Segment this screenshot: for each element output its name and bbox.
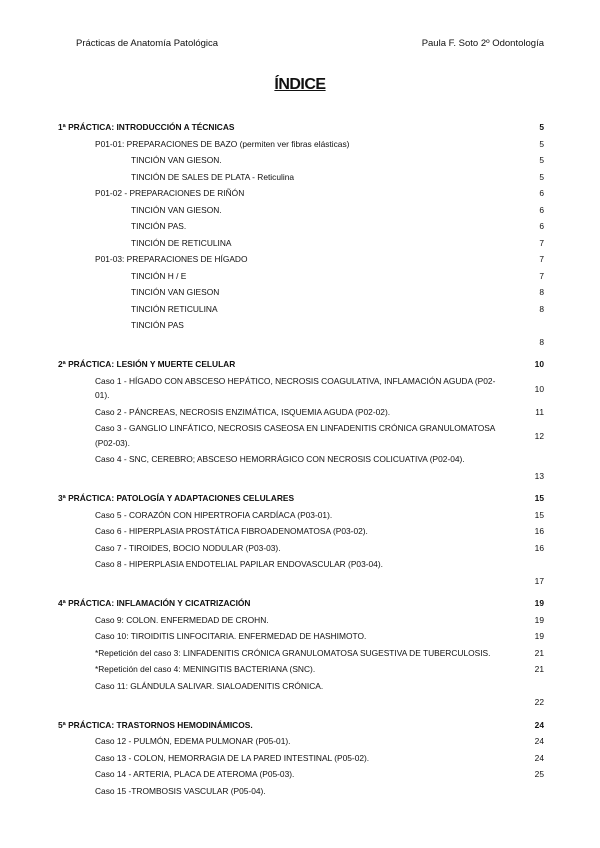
toc-page-number: 17 xyxy=(534,575,544,586)
toc-entry-row[interactable] xyxy=(58,373,544,404)
toc-section-row[interactable] xyxy=(58,595,544,612)
toc-entry-row[interactable] xyxy=(58,783,544,800)
toc-section-row[interactable] xyxy=(58,119,544,136)
toc-section-row[interactable] xyxy=(58,356,544,373)
toc-entry-title: *Repetición del caso 4: MENINGITIS BACTERIANA (SNC). xyxy=(95,664,316,674)
toc-entry-title: Caso 12 - PULMÓN, EDEMA PULMONAR (P05-01). xyxy=(95,736,291,746)
toc-entry-row[interactable] xyxy=(58,694,544,711)
toc-entry-row[interactable] xyxy=(58,218,544,235)
toc-entry-title: TINCIÓN PAS. xyxy=(131,221,187,231)
toc-entry-row[interactable] xyxy=(58,507,544,524)
toc-page-number: 13 xyxy=(534,470,544,481)
toc-section-title: 2ª PRÁCTICA: LESIÓN Y MUERTE CELULAR xyxy=(58,359,236,369)
toc-entry-row[interactable] xyxy=(58,628,544,645)
toc-page-number: 19 xyxy=(534,598,544,608)
toc-entry-title: Caso 6 - HIPERPLASIA PROSTÁTICA FIBROADENOMATOSA (P03-02). xyxy=(95,526,368,536)
toc-entry-row[interactable] xyxy=(58,451,544,468)
toc-page-number: 10 xyxy=(534,383,544,394)
toc-page-number: 7 xyxy=(539,237,544,248)
toc-page-number: 5 xyxy=(539,122,544,132)
toc-page-number: 12 xyxy=(534,431,544,441)
toc-page-number: 21 xyxy=(534,647,544,658)
toc-entry-title: TINCIÓN DE RETICULINA xyxy=(131,237,232,248)
toc-entry-title: TINCIÓN VAN GIESON xyxy=(131,287,220,297)
toc-entry-title: P01-01: PREPARACIONES DE BAZO (permiten ver fibras elásticas) xyxy=(95,138,350,149)
toc-entry-row[interactable] xyxy=(58,235,544,252)
toc-section-title: 1ª PRÁCTICA: INTRODUCCIÓN A TÉCNICAS xyxy=(58,122,235,132)
toc-entry-title: Caso 5 - CORAZÓN CON HIPERTROFIA CARDÍACA (P03-01). xyxy=(95,509,333,520)
toc-page-number: 16 xyxy=(534,526,544,536)
toc-entry-row[interactable] xyxy=(58,169,544,186)
toc-entry-row[interactable] xyxy=(58,766,544,783)
toc-section-row[interactable] xyxy=(58,490,544,507)
toc-section-title: 3ª PRÁCTICA: PATOLOGÍA Y ADAPTACIONES CELULARES xyxy=(58,493,295,503)
toc-entry-row[interactable] xyxy=(58,268,544,285)
toc-page-number: 6 xyxy=(539,204,544,215)
page-title: ÍNDICE xyxy=(274,76,326,93)
toc-page-number: 7 xyxy=(539,254,544,264)
toc-page-number: 24 xyxy=(534,719,544,730)
toc-entry-row[interactable] xyxy=(58,301,544,318)
toc-entry-title: Caso 15 -TROMBOSIS VASCULAR (P05-04). xyxy=(95,785,266,796)
header-left: Prácticas de Anatomía Patológica xyxy=(76,38,219,49)
toc-entry-title: Caso 14 - ARTERIA, PLACA DE ATEROMA (P05-03). xyxy=(95,769,295,779)
toc-entry-row[interactable] xyxy=(58,556,544,573)
toc-page-number: 5 xyxy=(539,138,544,149)
toc-page-number: 22 xyxy=(534,697,544,707)
toc-entry-title: TINCIÓN DE SALES DE PLATA - Reticulina xyxy=(131,171,295,182)
toc-entry-row[interactable] xyxy=(58,750,544,767)
toc-entry-row[interactable] xyxy=(58,678,544,695)
toc-page-number: 16 xyxy=(534,542,544,553)
toc-entry-title: Caso 11: GLÁNDULA SALIVAR. SIALOADENITIS CRÓNICA. xyxy=(95,680,324,691)
toc-entry-title: Caso 7 - TIROIDES, BOCIO NODULAR (P03-03). xyxy=(95,542,281,553)
toc-entry-row[interactable] xyxy=(58,645,544,662)
toc-entry-row[interactable] xyxy=(58,733,544,750)
toc-page-number: 25 xyxy=(534,769,544,779)
toc-entry-row[interactable] xyxy=(58,540,544,557)
toc-entry-title: TINCIÓN VAN GIESON. xyxy=(131,204,222,215)
toc-page-number: 21 xyxy=(534,664,544,674)
toc-entry-row[interactable] xyxy=(58,136,544,153)
toc-page-number: 7 xyxy=(539,270,544,281)
toc-section-title: 5ª PRÁCTICA: TRASTORNOS HEMODINÁMICOS. xyxy=(58,719,253,730)
toc-entry-row[interactable] xyxy=(58,317,544,334)
toc-entry-row[interactable] xyxy=(58,251,544,268)
toc-page-number: 15 xyxy=(534,493,544,503)
toc-entry-row[interactable] xyxy=(58,468,544,485)
toc-entry-title: Caso 10: TIROIDITIS LINFOCITARIA. ENFERMEDAD DE HASHIMOTO. xyxy=(95,631,367,641)
toc-entry-title: *Repetición del caso 3: LINFADENITIS CRÓNICA GRANULOMATOSA SUGESTIVA DE TUBERCULOSIS. xyxy=(95,647,491,658)
toc-entry-row[interactable] xyxy=(58,661,544,678)
toc-entry-row[interactable] xyxy=(58,284,544,301)
toc-entry-title: Caso 3 - GANGLIO LINFÁTICO, NECROSIS CASEOSA EN LINFADENITIS CRÓNICA GRANULOMATOSA (P02-03). xyxy=(95,423,495,448)
toc-entry-title: Caso 4 - SNC, CEREBRO; ABSCESO HEMORRÁGICO CON NECROSIS COLICUATIVA (P02-04). xyxy=(95,454,465,464)
toc-page-number: 15 xyxy=(534,509,544,520)
toc-page-number: 8 xyxy=(539,336,544,347)
toc-page-number: 6 xyxy=(539,221,544,231)
toc-entry-row[interactable] xyxy=(58,404,544,421)
toc-entry-row[interactable] xyxy=(58,523,544,540)
header-right: Paula F. Soto 2º Odontología xyxy=(421,38,544,49)
toc-entry-row[interactable] xyxy=(58,612,544,629)
toc-section-row[interactable] xyxy=(58,717,544,734)
toc-entry-title: TINCIÓN H / E xyxy=(131,270,187,281)
toc-page-number: 8 xyxy=(539,287,544,297)
table-of-contents xyxy=(58,119,544,799)
toc-page-number: 10 xyxy=(534,359,544,369)
toc-page-number: 8 xyxy=(539,303,544,314)
toc-entry-title: TINCIÓN PAS xyxy=(131,320,184,330)
toc-entry-row[interactable] xyxy=(58,420,544,451)
toc-section-title: 4ª PRÁCTICA: INFLAMACIÓN Y CICATRIZACIÓN xyxy=(58,598,251,608)
toc-page-number: 5 xyxy=(539,171,544,182)
toc-page-number: 5 xyxy=(539,155,544,165)
toc-page-number: 6 xyxy=(539,188,544,198)
toc-entry-row[interactable] xyxy=(58,202,544,219)
toc-page-number: 19 xyxy=(534,631,544,641)
toc-entry-title: Caso 13 - COLON, HEMORRAGIA DE LA PARED INTESTINAL (P05-02). xyxy=(95,752,370,763)
toc-entry-title: Caso 1 - HÍGADO CON ABSCESO HEPÁTICO, NECROSIS COAGULATIVA, INFLAMACIÓN AGUDA (P02-01). xyxy=(95,375,496,400)
toc-entry-title: TINCIÓN RETICULINA xyxy=(131,303,218,314)
toc-page-number: 11 xyxy=(535,406,544,417)
toc-entry-title: Caso 8 - HIPERPLASIA ENDOTELIAL PAPILAR ENDOVASCULAR (P03-04). xyxy=(95,559,383,569)
toc-entry-title: P01-03: PREPARACIONES DE HÍGADO xyxy=(95,254,248,264)
toc-entry-row[interactable] xyxy=(58,334,544,351)
toc-entry-row[interactable] xyxy=(58,152,544,169)
toc-page-number: 19 xyxy=(534,614,544,625)
toc-entry-row[interactable] xyxy=(58,185,544,202)
toc-entry-title: TINCIÓN VAN GIESON. xyxy=(131,155,222,165)
toc-entry-title: Caso 9: COLON. ENFERMEDAD DE CROHN. xyxy=(95,614,269,625)
toc-entry-title: P01-02 - PREPARACIONES DE RIÑÓN xyxy=(95,188,245,198)
toc-entry-row[interactable] xyxy=(58,573,544,590)
toc-page-number: 24 xyxy=(534,736,544,746)
toc-page-number: 24 xyxy=(534,752,544,763)
toc-entry-title: Caso 2 - PÁNCREAS, NECROSIS ENZIMÁTICA, ISQUEMIA AGUDA (P02-02). xyxy=(95,406,391,417)
